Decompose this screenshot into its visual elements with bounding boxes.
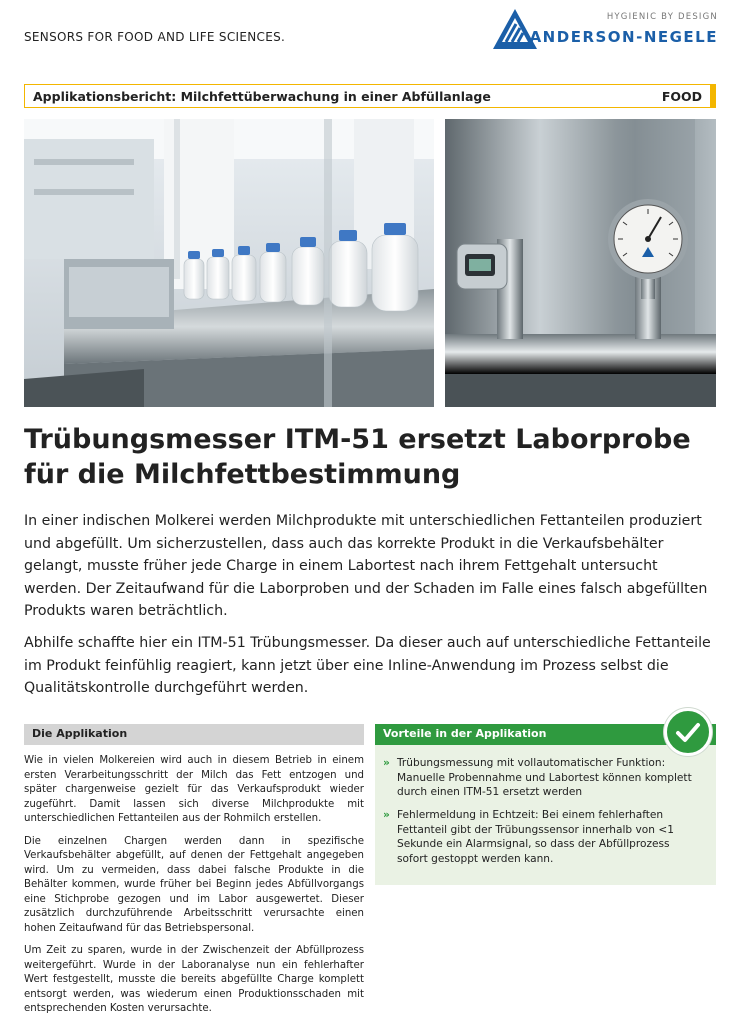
application-body xyxy=(24,754,364,1025)
report-category: FOOD xyxy=(661,89,702,104)
intro-paragraph-1: In einer indischen Molkerei werden Milchprodukte mit unterschiedlichen Fettanteilen produziert und abgefüllt. Um sicherzustellen, dass auch das korrekte Produkt in die Verkaufsbehälter gelangt, musste früher jede Charge in einem Labortest nach ihrem Fettgehalt untersucht werden. Der Zeitaufwand für die Laborproben und der Schaden im Falle eines falsch abgefüllten Produkts waren beträchtlich. xyxy=(24,513,708,619)
bullet-chevron-icon: » xyxy=(383,809,390,821)
bullet-chevron-icon: » xyxy=(383,757,390,769)
logo-name: ANDERSON-NEGELE xyxy=(529,28,718,46)
benefits-heading: Vorteile in der Applikation xyxy=(383,727,547,740)
company-logo[interactable] xyxy=(492,8,718,50)
dairy-bottling-line-photo xyxy=(24,119,434,407)
benefit-text: Fehlermeldung in Echtzeit: Bei einem fehlerhaften Fettanteil gibt der Trübungssensor innerhalb von <1 Sekunde ein Alarmsignal, so dass der Abfüllprozess sofort gestoppt werden kann. xyxy=(397,809,674,865)
checkmark-icon xyxy=(667,711,709,753)
report-title-bar xyxy=(24,84,716,108)
application-paragraph-2: Die einzelnen Chargen werden dann in spezifische Verkaufsbehälter abgefüllt, auf denen der Fettgehalt angegeben wird. Um zu vermeiden, dass dabei falsche Produkte in die Behälter kommen, wurde früher bei Beginn jedes Abfüllvorgangs eine Stichprobe gezogen und im Labor ausgewertet. Dieser zusätzlich durchzuführende Arbeitsschritt verursachte einen hohen Zeitaufwand für das Betriebspersonal. xyxy=(24,835,364,934)
pressure-gauge-photo xyxy=(445,119,716,407)
checkmark-badge xyxy=(664,708,712,756)
benefit-text: Trübungsmessung mit vollautomatischer Funktion: Manuelle Probennahme und Labortest können komplett durch einen ITM-51 ersetzt werden xyxy=(397,757,692,798)
application-paragraph-3: Um Zeit zu sparen, wurde in der Zwischenzeit der Abfüllprozess weitergeführt. Wurde in der Laboranalyse nun ein fehlerhafter Wert festgestellt, musste die bereits abgefüllte Charge komplett entsorgt werden, was wiederum einen Produktionsschaden mit entsprechenden Kosten verursachte. xyxy=(24,945,364,1014)
logo-slogan: HYGIENIC BY DESIGN xyxy=(606,12,718,22)
headline: Trübungsmesser ITM-51 ersetzt Laborprobe für die Milchfettbestimmung xyxy=(24,424,691,490)
intro-paragraph-2: Abhilfe schaffte hier ein ITM-51 Trübungsmesser. Da dieser auch auf unterschiedliche Fettanteile im Produkt feinfühlig reagiert, kann jetzt über eine Inline-Anwendung im Prozess selbst die Qualitätskontrolle durchgeführt werden. xyxy=(24,635,711,696)
application-heading: Die Applikation xyxy=(32,727,128,740)
benefit-item-1 xyxy=(383,756,703,800)
application-paragraph-1: Wie in vielen Molkereien wird auch in diesem Betrieb in einem ersten Verarbeitungsschritt der Milch das Fett entzogen und später chargenweise gezielt für das Verkaufsprodukt wieder zugeführt. Damit lassen sich diverse Milchprodukte mit unterschiedlichen Fettanteilen aus der Rohmilch erstellen. xyxy=(24,755,364,824)
report-title: Applikationsbericht: Milchfettüberwachung in einer Abfüllanlage xyxy=(33,89,491,104)
benefit-item-2 xyxy=(383,808,703,866)
application-section-header xyxy=(24,724,364,745)
benefits-box xyxy=(375,745,716,885)
tagline: SENSORS FOR FOOD AND LIFE SCIENCES. xyxy=(24,30,286,44)
